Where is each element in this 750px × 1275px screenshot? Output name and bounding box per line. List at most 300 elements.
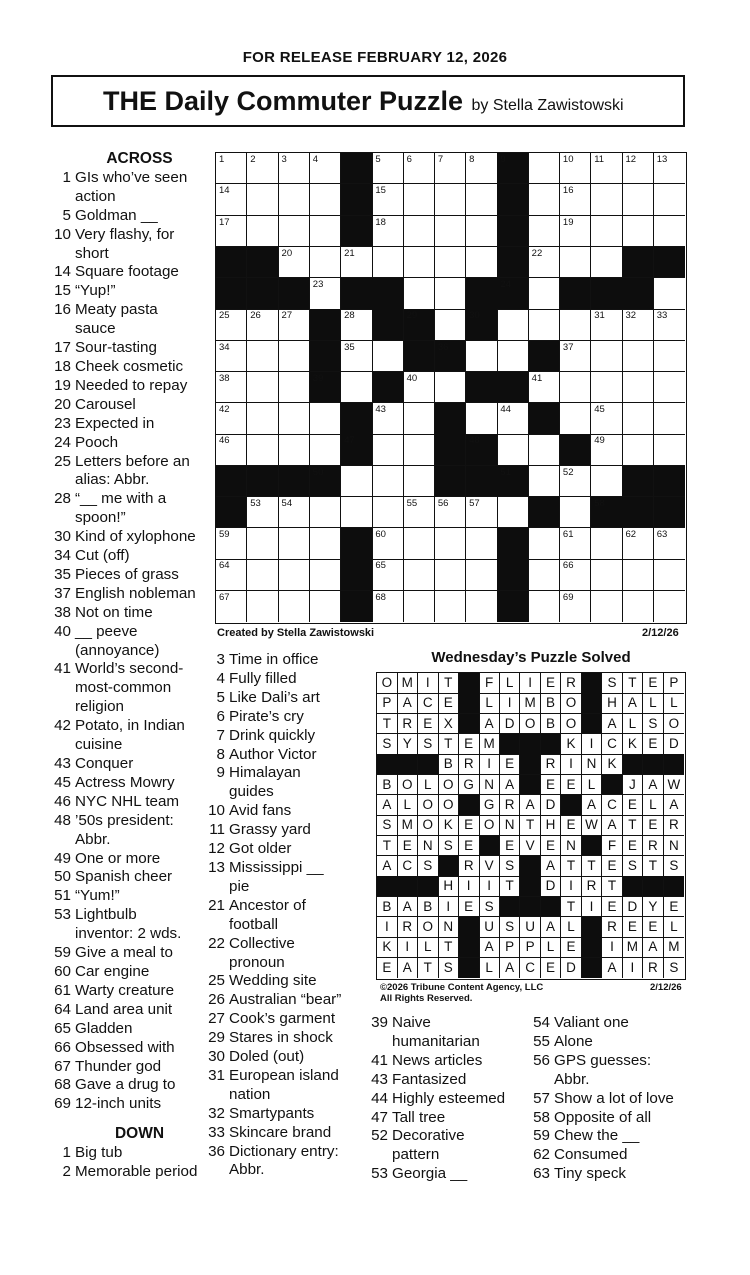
grid-cell[interactable] — [435, 559, 466, 590]
grid-cell[interactable] — [622, 528, 653, 559]
grid-cell[interactable] — [560, 372, 591, 403]
solution-title: Wednesday’s Puzzle Solved — [431, 649, 631, 666]
grid-cell[interactable] — [560, 528, 591, 559]
clue-number: 8 — [216, 745, 225, 763]
clue-number: 17 — [54, 339, 71, 357]
clue-text: football — [229, 915, 278, 933]
grid-cell[interactable] — [466, 591, 497, 622]
grid-cell[interactable] — [622, 216, 653, 247]
down-clues-col4 — [532, 1014, 697, 1184]
solution-letter: E — [643, 917, 664, 938]
clue-number: 30 — [54, 528, 71, 546]
cell-number: 26 — [250, 310, 261, 322]
grid-cell[interactable] — [279, 309, 310, 340]
grid-cell[interactable] — [279, 153, 310, 184]
solution-black-square — [582, 937, 603, 958]
grid-cell[interactable] — [279, 559, 310, 590]
grid-cell[interactable] — [466, 497, 497, 528]
clue-text: Pooch — [75, 433, 119, 451]
grid-cell[interactable] — [310, 528, 341, 559]
clue-text: Give a meal to — [75, 944, 173, 962]
solution-black-square — [582, 693, 603, 714]
grid-cell[interactable] — [310, 153, 341, 184]
grid-cell[interactable] — [466, 559, 497, 590]
grid-cell[interactable] — [529, 247, 560, 278]
solution-black-square — [643, 876, 664, 897]
cell-number: 27 — [281, 310, 293, 322]
solution-letter: W — [664, 775, 685, 796]
solution-letter: A — [500, 775, 521, 796]
grid-cell[interactable] — [529, 153, 560, 184]
clue-36 — [207, 1143, 372, 1181]
grid-cell[interactable] — [497, 403, 528, 434]
clue-number: 13 — [208, 858, 225, 876]
grid-cell[interactable] — [435, 278, 466, 309]
grid-cell[interactable] — [560, 309, 591, 340]
grid-cell[interactable] — [529, 591, 560, 622]
grid-cell[interactable] — [529, 309, 560, 340]
grid-cell[interactable] — [591, 341, 622, 372]
down-clues-col2 — [207, 651, 372, 1180]
solution-black-square — [459, 673, 480, 694]
grid-cell[interactable] — [622, 591, 653, 622]
clue-number: 44 — [371, 1089, 388, 1107]
black-square — [466, 309, 497, 340]
black-square — [341, 591, 372, 622]
solution-letter: E — [459, 897, 480, 918]
grid-cell[interactable] — [529, 372, 560, 403]
cell-number: 13 — [656, 154, 668, 165]
solution-black-square — [643, 754, 664, 775]
clue-number: 69 — [54, 1095, 71, 1113]
solution-letter: R — [602, 917, 623, 938]
grid-cell[interactable] — [279, 341, 310, 372]
solution-letter: O — [438, 795, 459, 816]
grid-cell[interactable] — [372, 341, 403, 372]
grid-cell[interactable] — [435, 309, 466, 340]
cell-number: 43 — [375, 404, 386, 416]
grid-cell[interactable] — [310, 497, 341, 528]
grid-cell[interactable] — [622, 372, 653, 403]
cell-number: 19 — [562, 216, 574, 228]
grid-cell[interactable] — [404, 216, 435, 247]
grid-cell[interactable] — [372, 403, 403, 434]
grid-cell[interactable] — [341, 466, 372, 497]
grid-cell[interactable] — [560, 153, 591, 184]
grid-cell[interactable] — [279, 216, 310, 247]
grid-cell[interactable] — [247, 434, 278, 465]
cell-number: 53 — [250, 497, 261, 509]
clue-5 — [53, 207, 218, 226]
grid-cell[interactable] — [341, 247, 372, 278]
clue-number: 35 — [54, 565, 71, 583]
grid-cell[interactable] — [466, 247, 497, 278]
grid-cell[interactable] — [247, 497, 278, 528]
grid-cell[interactable] — [466, 184, 497, 215]
solution-letter: A — [541, 917, 562, 938]
cell-number: 46 — [219, 435, 230, 447]
grid-cell[interactable] — [216, 309, 247, 340]
grid-cell[interactable] — [435, 247, 466, 278]
grid-cell[interactable] — [622, 153, 653, 184]
solution-letter: E — [459, 836, 480, 857]
grid-cell[interactable] — [310, 247, 341, 278]
black-square — [310, 341, 341, 372]
grid-cell[interactable] — [310, 559, 341, 590]
solution-letter: P — [500, 937, 521, 958]
grid-cell[interactable] — [654, 591, 685, 622]
clue-text: Square footage — [75, 263, 179, 281]
black-square — [404, 341, 435, 372]
grid-cell[interactable] — [279, 591, 310, 622]
black-square — [435, 466, 466, 497]
clue-19 — [53, 377, 218, 396]
grid-cell[interactable] — [310, 434, 341, 465]
cell-number: 55 — [406, 497, 418, 509]
grid-cell[interactable] — [591, 247, 622, 278]
grid-cell[interactable] — [404, 466, 435, 497]
grid-cell[interactable] — [216, 372, 247, 403]
grid-cell[interactable] — [654, 341, 685, 372]
solution-letter: H — [541, 815, 562, 836]
grid-cell[interactable] — [247, 216, 278, 247]
grid-cell[interactable] — [529, 559, 560, 590]
clue-number: 29 — [208, 1029, 225, 1047]
grid-cell[interactable] — [247, 591, 278, 622]
grid-cell[interactable] — [404, 497, 435, 528]
clue-43 — [53, 755, 218, 774]
grid-cell[interactable] — [247, 184, 278, 215]
grid-cell[interactable] — [247, 309, 278, 340]
grid-cell[interactable] — [654, 372, 685, 403]
clue-69 — [53, 1095, 218, 1114]
grid-cell[interactable] — [529, 216, 560, 247]
grid-cell[interactable] — [247, 403, 278, 434]
clue-21 — [207, 897, 372, 935]
grid-cell[interactable] — [591, 403, 622, 434]
grid-cell[interactable] — [404, 278, 435, 309]
solution-black-square — [602, 775, 623, 796]
grid-cell[interactable] — [372, 528, 403, 559]
grid-cell[interactable] — [372, 559, 403, 590]
clue-37 — [53, 585, 218, 604]
solution-letter: B — [418, 897, 439, 918]
clue-text: Potato, in Indian — [75, 717, 185, 735]
clue-25 — [207, 972, 372, 991]
solution-black-square — [397, 876, 418, 897]
solution-letter: E — [459, 734, 480, 755]
grid-cell[interactable] — [497, 497, 528, 528]
cell-number: 48 — [469, 435, 480, 447]
solution-black-square — [459, 937, 480, 958]
grid-cell[interactable] — [654, 528, 685, 559]
cell-number: 28 — [344, 310, 355, 322]
grid-cell[interactable] — [560, 591, 591, 622]
solution-letter: P — [377, 693, 398, 714]
black-square — [216, 497, 247, 528]
grid-cell[interactable] — [372, 591, 403, 622]
puzzle-date: 2/12/26 — [642, 627, 679, 639]
grid-cell[interactable] — [279, 528, 310, 559]
grid-cell[interactable] — [216, 341, 247, 372]
grid-cell[interactable] — [404, 528, 435, 559]
solution-letter: T — [602, 876, 623, 897]
clue-number: 57 — [533, 1089, 550, 1107]
solution-copyright — [380, 982, 543, 1004]
cell-number: 69 — [562, 591, 574, 603]
solution-black-square — [520, 754, 541, 775]
clue-text: most-common — [75, 679, 172, 697]
grid-cell[interactable] — [529, 278, 560, 309]
grid-cell[interactable] — [435, 528, 466, 559]
clue-39 — [370, 1014, 535, 1052]
grid-cell[interactable] — [560, 247, 591, 278]
solution-letter: I — [582, 734, 603, 755]
grid-cell[interactable] — [279, 434, 310, 465]
grid-cell[interactable] — [591, 184, 622, 215]
grid-cell[interactable] — [654, 309, 685, 340]
grid-cell[interactable] — [622, 184, 653, 215]
grid-cell[interactable] — [466, 403, 497, 434]
grid-cell[interactable] — [372, 466, 403, 497]
cell-number: 40 — [406, 372, 418, 384]
solution-letter: T — [643, 856, 664, 877]
solution-letter: F — [602, 836, 623, 857]
grid-cell[interactable] — [529, 434, 560, 465]
grid-cell[interactable] — [404, 247, 435, 278]
grid-cell[interactable] — [622, 309, 653, 340]
cell-number: 36 — [437, 341, 449, 353]
grid-cell[interactable] — [372, 216, 403, 247]
solution-black-square — [377, 876, 398, 897]
grid-cell[interactable] — [497, 434, 528, 465]
clue-number: 65 — [54, 1019, 71, 1037]
grid-cell[interactable] — [279, 247, 310, 278]
grid-cell[interactable] — [654, 559, 685, 590]
grid-cell[interactable] — [247, 559, 278, 590]
grid-cell[interactable] — [654, 434, 685, 465]
grid-cell[interactable] — [529, 466, 560, 497]
grid-cell[interactable] — [435, 184, 466, 215]
clue-28 — [53, 490, 218, 528]
clue-number: 49 — [54, 849, 71, 867]
grid-cell[interactable] — [341, 309, 372, 340]
grid-cell[interactable] — [560, 184, 591, 215]
grid-cell[interactable] — [247, 341, 278, 372]
black-square — [247, 466, 278, 497]
clue-12 — [207, 840, 372, 859]
grid-cell[interactable] — [404, 153, 435, 184]
clue-text: Stares in shock — [229, 1029, 333, 1047]
solution-black-square — [582, 958, 603, 979]
grid-cell[interactable] — [654, 403, 685, 434]
grid-cell[interactable] — [497, 309, 528, 340]
grid-cell[interactable] — [529, 184, 560, 215]
grid-cell[interactable] — [341, 341, 372, 372]
grid-cell[interactable] — [654, 184, 685, 215]
grid-cell[interactable] — [591, 372, 622, 403]
grid-cell[interactable] — [404, 559, 435, 590]
solution-letter: C — [602, 734, 623, 755]
grid-cell[interactable] — [216, 184, 247, 215]
grid-cell[interactable] — [560, 403, 591, 434]
clue-26 — [207, 991, 372, 1010]
grid-cell[interactable] — [310, 403, 341, 434]
grid-cell[interactable] — [216, 153, 247, 184]
solution-letter: A — [397, 693, 418, 714]
cell-number: 15 — [375, 185, 386, 197]
clue-text: Like Dali’s art — [229, 688, 320, 706]
grid-cell[interactable] — [591, 309, 622, 340]
grid-cell[interactable] — [247, 528, 278, 559]
black-square — [310, 372, 341, 403]
grid-cell[interactable] — [560, 559, 591, 590]
grid-cell[interactable] — [372, 184, 403, 215]
cell-number: 45 — [594, 404, 605, 416]
grid-cell[interactable] — [216, 591, 247, 622]
solution-letter: O — [418, 815, 439, 836]
grid-cell[interactable] — [435, 216, 466, 247]
grid-cell[interactable] — [591, 591, 622, 622]
solution-letter: S — [418, 734, 439, 755]
grid-cell[interactable] — [466, 528, 497, 559]
solution-letter: D — [561, 958, 582, 979]
clue-number: 5 — [62, 206, 71, 224]
grid-cell[interactable] — [654, 216, 685, 247]
cell-number: 52 — [562, 466, 574, 478]
grid-cell[interactable] — [372, 247, 403, 278]
solution-letter: E — [561, 937, 582, 958]
grid-cell[interactable] — [372, 153, 403, 184]
grid-cell[interactable] — [591, 216, 622, 247]
clue-text: pronoun — [229, 953, 285, 971]
cell-number: 58 — [594, 497, 605, 509]
grid-cell[interactable] — [435, 591, 466, 622]
solution-letter: L — [582, 775, 603, 796]
cell-number: 47 — [344, 435, 355, 447]
clue-text: Collective — [229, 934, 295, 952]
black-square — [216, 247, 247, 278]
clue-59 — [532, 1127, 697, 1146]
solution-letter: S — [500, 917, 521, 938]
grid-cell[interactable] — [654, 278, 685, 309]
grid-cell[interactable] — [622, 434, 653, 465]
grid-cell[interactable] — [435, 497, 466, 528]
grid-cell[interactable] — [341, 372, 372, 403]
grid-cell[interactable] — [560, 497, 591, 528]
solution-letter: W — [582, 815, 603, 836]
grid-cell[interactable] — [435, 372, 466, 403]
grid-cell[interactable] — [372, 434, 403, 465]
grid-cell[interactable] — [591, 466, 622, 497]
solution-letter: M — [479, 734, 500, 755]
grid-cell[interactable] — [279, 184, 310, 215]
grid-cell[interactable] — [216, 528, 247, 559]
clue-number: 6 — [216, 707, 225, 725]
grid-cell[interactable] — [216, 403, 247, 434]
solution-letter: I — [438, 897, 459, 918]
grid-cell[interactable] — [310, 216, 341, 247]
clue-text: spoon!” — [75, 509, 126, 527]
solution-letter: A — [377, 856, 398, 877]
solution-letter: T — [623, 673, 644, 694]
grid-cell[interactable] — [497, 341, 528, 372]
grid-cell[interactable] — [591, 434, 622, 465]
grid-cell[interactable] — [247, 372, 278, 403]
grid-cell[interactable] — [310, 591, 341, 622]
grid-cell[interactable] — [622, 559, 653, 590]
grid-cell[interactable] — [279, 497, 310, 528]
grid-cell[interactable] — [466, 341, 497, 372]
solution-black-square — [664, 754, 685, 775]
solution-letter: K — [438, 815, 459, 836]
cell-number: 9 — [500, 154, 506, 165]
grid-cell[interactable] — [404, 403, 435, 434]
grid-cell[interactable] — [560, 341, 591, 372]
cell-number: 20 — [281, 247, 293, 259]
grid-cell[interactable] — [310, 278, 341, 309]
down-heading-wrap — [53, 1125, 218, 1144]
grid-cell[interactable] — [341, 497, 372, 528]
grid-cell[interactable] — [404, 434, 435, 465]
clue-number: 1 — [62, 1144, 71, 1161]
black-square — [341, 528, 372, 559]
grid-cell[interactable] — [216, 434, 247, 465]
grid-cell[interactable] — [216, 216, 247, 247]
copyright-line: ©2026 Tribune Content Agency, LLC — [380, 982, 544, 993]
black-square — [529, 497, 560, 528]
grid-cell[interactable] — [591, 559, 622, 590]
solution-letter: O — [520, 714, 541, 735]
clue-number: 34 — [54, 547, 71, 565]
grid-cell[interactable] — [310, 184, 341, 215]
solution-letter: N — [664, 836, 685, 857]
grid-cell[interactable] — [622, 341, 653, 372]
clue-59 — [53, 944, 218, 963]
solution-date: 2/12/26 — [650, 982, 682, 993]
grid-cell[interactable] — [372, 497, 403, 528]
clue-38 — [53, 604, 218, 623]
grid-cell[interactable] — [466, 153, 497, 184]
grid-cell[interactable] — [654, 153, 685, 184]
clue-number: 28 — [54, 490, 71, 508]
cell-number: 24 — [500, 279, 511, 291]
solution-letter: E — [623, 836, 644, 857]
grid-cell[interactable] — [247, 153, 278, 184]
solution-letter: E — [643, 815, 664, 836]
grid-cell[interactable] — [591, 153, 622, 184]
solution-letter: S — [602, 673, 623, 694]
grid-cell[interactable] — [622, 403, 653, 434]
grid-cell[interactable] — [216, 559, 247, 590]
clue-text: inventor: 2 wds. — [75, 925, 182, 943]
grid-cell[interactable] — [591, 528, 622, 559]
grid-cell[interactable] — [404, 591, 435, 622]
grid-cell[interactable] — [404, 372, 435, 403]
grid-cell[interactable] — [435, 153, 466, 184]
solution-letter: R — [541, 754, 562, 775]
solution-letter: L — [643, 693, 664, 714]
grid-cell[interactable] — [560, 216, 591, 247]
grid-cell[interactable] — [404, 184, 435, 215]
grid-cell[interactable] — [529, 528, 560, 559]
solution-letter: T — [377, 714, 398, 735]
grid-cell[interactable] — [466, 216, 497, 247]
grid-cell[interactable] — [279, 372, 310, 403]
cell-number: 34 — [219, 341, 230, 353]
grid-cell[interactable] — [279, 403, 310, 434]
grid-cell[interactable] — [560, 466, 591, 497]
